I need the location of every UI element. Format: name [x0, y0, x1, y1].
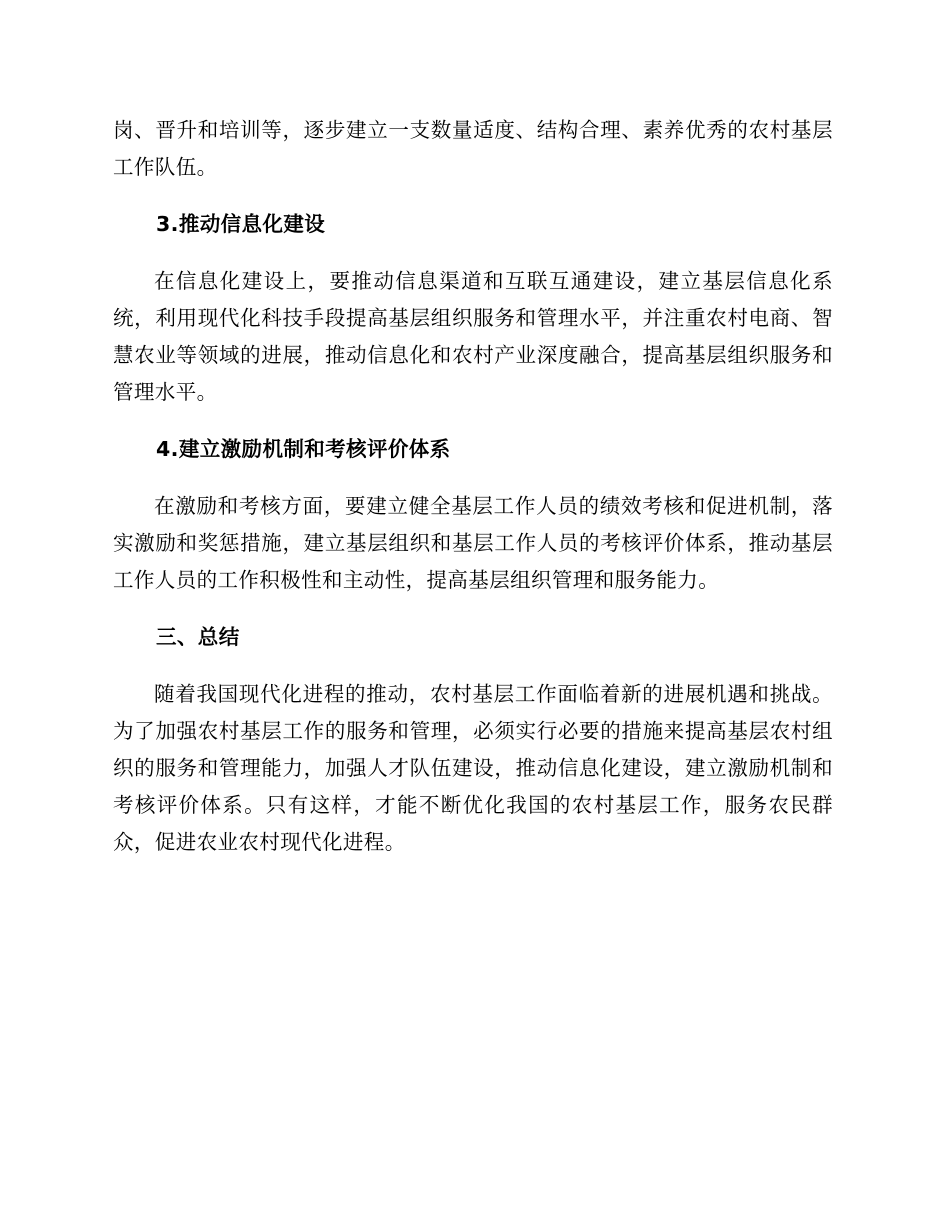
summary-paragraph: 随着我国现代化进程的推动，农村基层工作面临着新的进展机遇和挑战。为了加强农村基层工作的服务和管理，必须实行必要的措施来提高基层农村组织的服务和管理能力，加强人才队伍建设，推动信息化建设，建立激励机制和考核评价体系。只有这样，才能不断优化我国的农村基层工作，服务农民群众，促进农业农村现代化进程。: [113, 682, 833, 854]
section-3-paragraph: 在信息化建设上，要推动信息渠道和互联互通建设，建立基层信息化系统，利用现代化科技手段提高基层组织服务和管理水平，并注重农村电商、智慧农业等领域的进展，推动信息化和农村产业深度融合，提高基层组织服务和管理水平。: [113, 269, 833, 404]
continuation-paragraph: 岗、晋升和培训等，逐步建立一支数量适度、结构合理、素养优秀的农村基层工作队伍。: [113, 118, 833, 179]
section-3-heading: 3.推动信息化建设: [156, 212, 326, 236]
section-4-heading: 4.建立激励机制和考核评价体系: [156, 437, 451, 461]
summary-heading: 三、总结: [156, 625, 240, 649]
document-body: [113, 112, 833, 861]
section-4-paragraph: 在激励和考核方面，要建立健全基层工作人员的绩效考核和促进机制，落实激励和奖惩措施，建立基层组织和基层工作人员的考核评价体系，推动基层工作人员的工作积极性和主动性，提高基层组织管理和服务能力。: [113, 494, 833, 592]
